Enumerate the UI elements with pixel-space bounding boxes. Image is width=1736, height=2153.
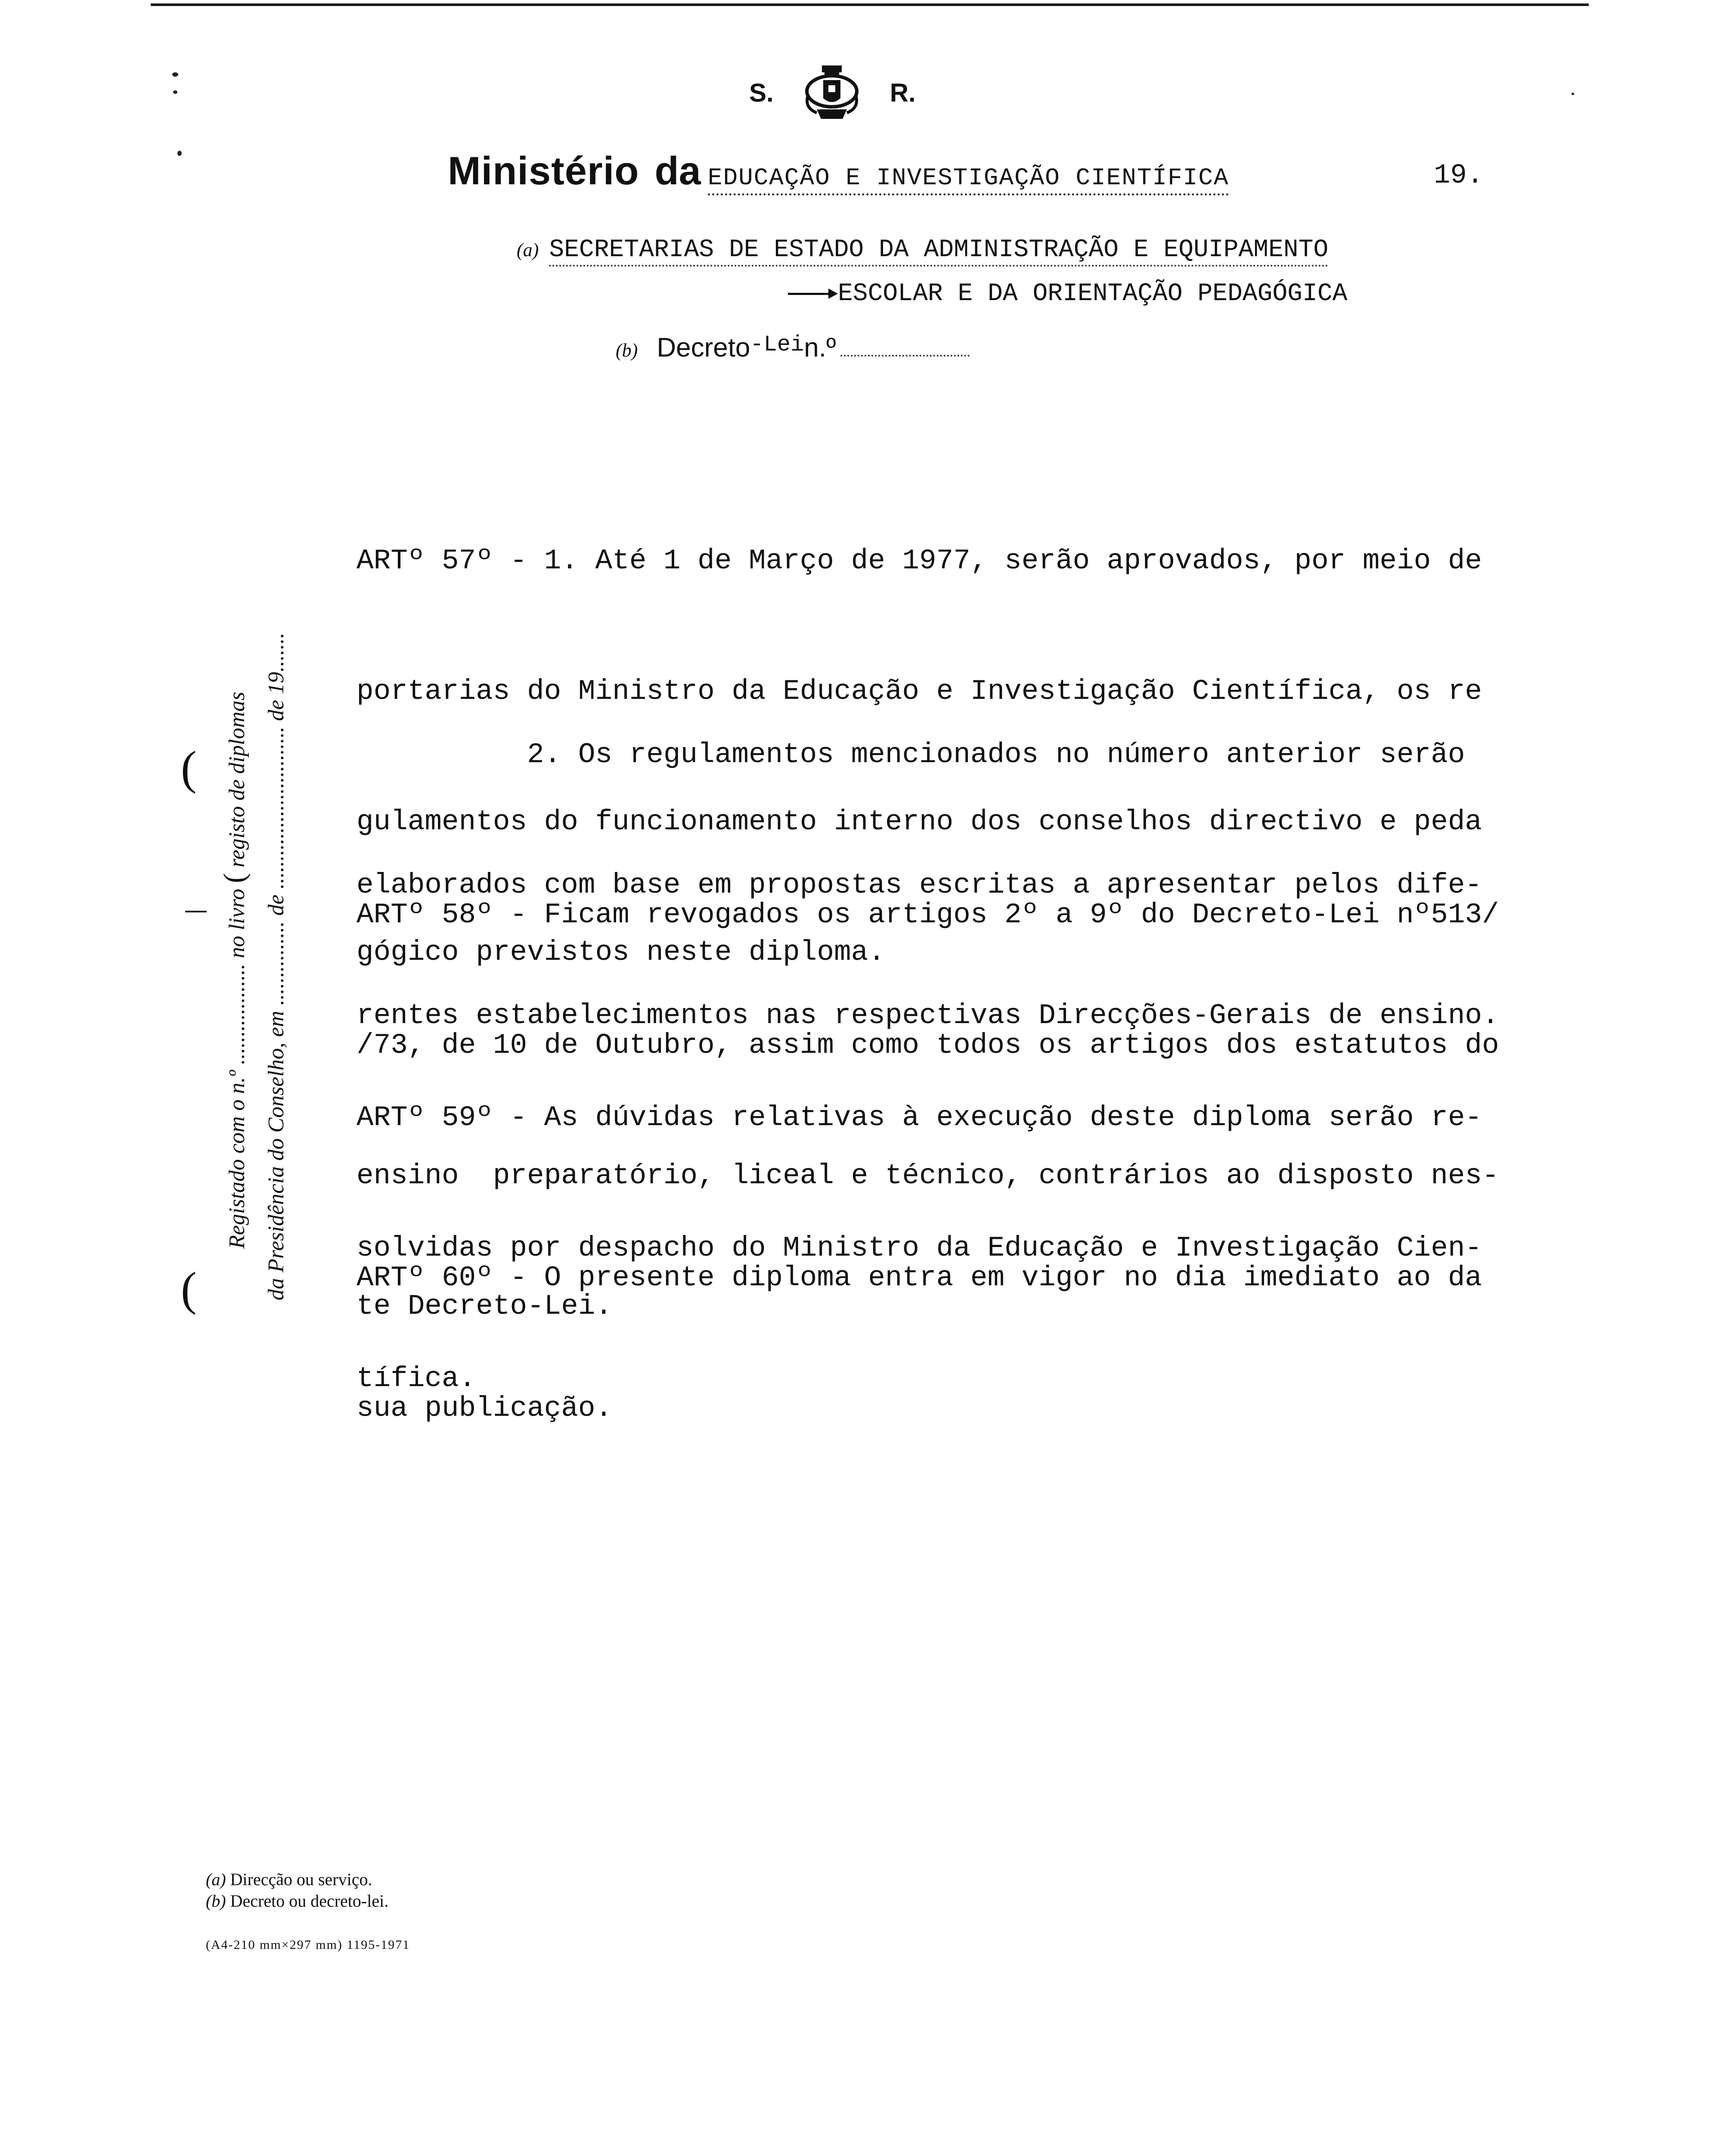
page-number: 19.	[1434, 160, 1484, 191]
footnote-a-letter: (a)	[206, 1870, 226, 1889]
text-line: gulamentos do funcionamento interno dos conselhos directivo e peda	[356, 806, 1482, 838]
margin-registry-outer	[217, 692, 252, 1249]
scan-speck	[1572, 93, 1574, 95]
margin-bracket-top: (	[181, 741, 197, 794]
margin-registry-inner	[264, 633, 289, 1300]
text-line: ARTº 57º - 1. Até 1 de Março de 1977, serão aprovados, por meio de	[356, 545, 1482, 577]
secretariats-line-2	[788, 280, 1347, 308]
margin-bracket-bottom: (	[181, 1263, 197, 1315]
header-right-letter: R.	[890, 78, 916, 107]
footnote-b-text: Decreto ou decreto-lei.	[230, 1891, 389, 1911]
text-line: te Decreto-Lei.	[356, 1290, 613, 1322]
footnote-a-text: Direcção ou serviço.	[230, 1870, 372, 1889]
scan-speck	[172, 72, 178, 77]
text-line: ARTº 59º - As dúvidas relativas à execução deste diploma serão re-	[356, 1101, 1482, 1134]
top-rule	[151, 3, 1589, 6]
ministry-word: Ministério	[448, 149, 639, 193]
decreto-line	[616, 332, 970, 363]
header-sr	[749, 65, 916, 121]
margin-outer-text: Registado com o n.º .................. no livro	[225, 883, 249, 1249]
form-reference: (A4-210 mm×297 mm) 1195-1971	[206, 1938, 410, 1952]
decreto-label-marker: (b)	[616, 340, 638, 361]
header-left-letter: S.	[749, 78, 774, 107]
coat-of-arms-icon	[800, 65, 864, 121]
text-line: solvidas por despacho do Ministro da Educação e Investigação Cien-	[356, 1232, 1482, 1264]
text-line: 2. Os regulamentos mencionados no número anterior serão	[356, 738, 1465, 771]
decreto-number-label: n.º	[804, 333, 836, 363]
scan-speck	[173, 90, 177, 94]
margin-dash	[185, 911, 207, 912]
footnote-b	[206, 1890, 388, 1912]
decreto-label: Decreto	[657, 333, 750, 363]
secretariats-text-1: SECRETARIAS DE ESTADO DA ADMINISTRAÇÃO E EQUIPAMENTO	[549, 236, 1328, 267]
margin-outer-text-end: registo de diplomas	[225, 692, 249, 873]
footnote-a	[206, 1869, 388, 1890]
secretariats-text-2: ESCOLAR E DA ORIENTAÇÃO PEDAGÓGICA	[838, 280, 1348, 308]
footnotes	[206, 1869, 388, 1912]
text-line: tífica.	[356, 1362, 476, 1395]
article-60	[356, 1169, 1545, 1474]
text-line: elaborados com base em propostas escritas a apresentar pelos dife-	[356, 869, 1482, 901]
ministry-connector: da	[654, 149, 701, 193]
decreto-number-blank	[840, 351, 970, 357]
margin-brace: (	[218, 873, 251, 883]
text-line: ensino preparatório, liceal e técnico, contrários ao disposto nes-	[356, 1160, 1499, 1192]
text-line: ARTº 60º - O presente diploma entra em vigor no dia imediato ao da	[356, 1262, 1482, 1294]
ministry-name: EDUCAÇÃO E INVESTIGAÇÃO CIENTÍFICA	[708, 164, 1229, 195]
text-line: ARTº 58º - Ficam revogados os artigos 2º a 9º do Decreto-Lei nº513/	[356, 899, 1499, 931]
text-line: gógico previstos neste diploma.	[356, 936, 885, 968]
text-line: portarias do Ministro da Educação e Investigação Científica, os re	[356, 675, 1482, 707]
text-line: /73, de 10 de Outubro, assim como todos os artigos dos estatutos do	[356, 1029, 1499, 1061]
text-line: rentes estabelecimentos nas respectivas Direcções-Gerais de ensino.	[356, 999, 1499, 1032]
scan-speck	[177, 151, 182, 156]
text-line: sua publicação.	[356, 1392, 613, 1424]
arrow-icon	[788, 293, 835, 295]
footnote-b-letter: (b)	[206, 1891, 226, 1911]
decreto-lei: -Lei	[750, 332, 804, 357]
secretariats-line-1	[517, 236, 1328, 267]
secretariats-label: (a)	[517, 239, 539, 261]
ministry-line	[448, 149, 1498, 195]
margin-inner-text: da Presidência do Conselho, em ............... de ............................. de 19.......	[264, 633, 288, 1300]
